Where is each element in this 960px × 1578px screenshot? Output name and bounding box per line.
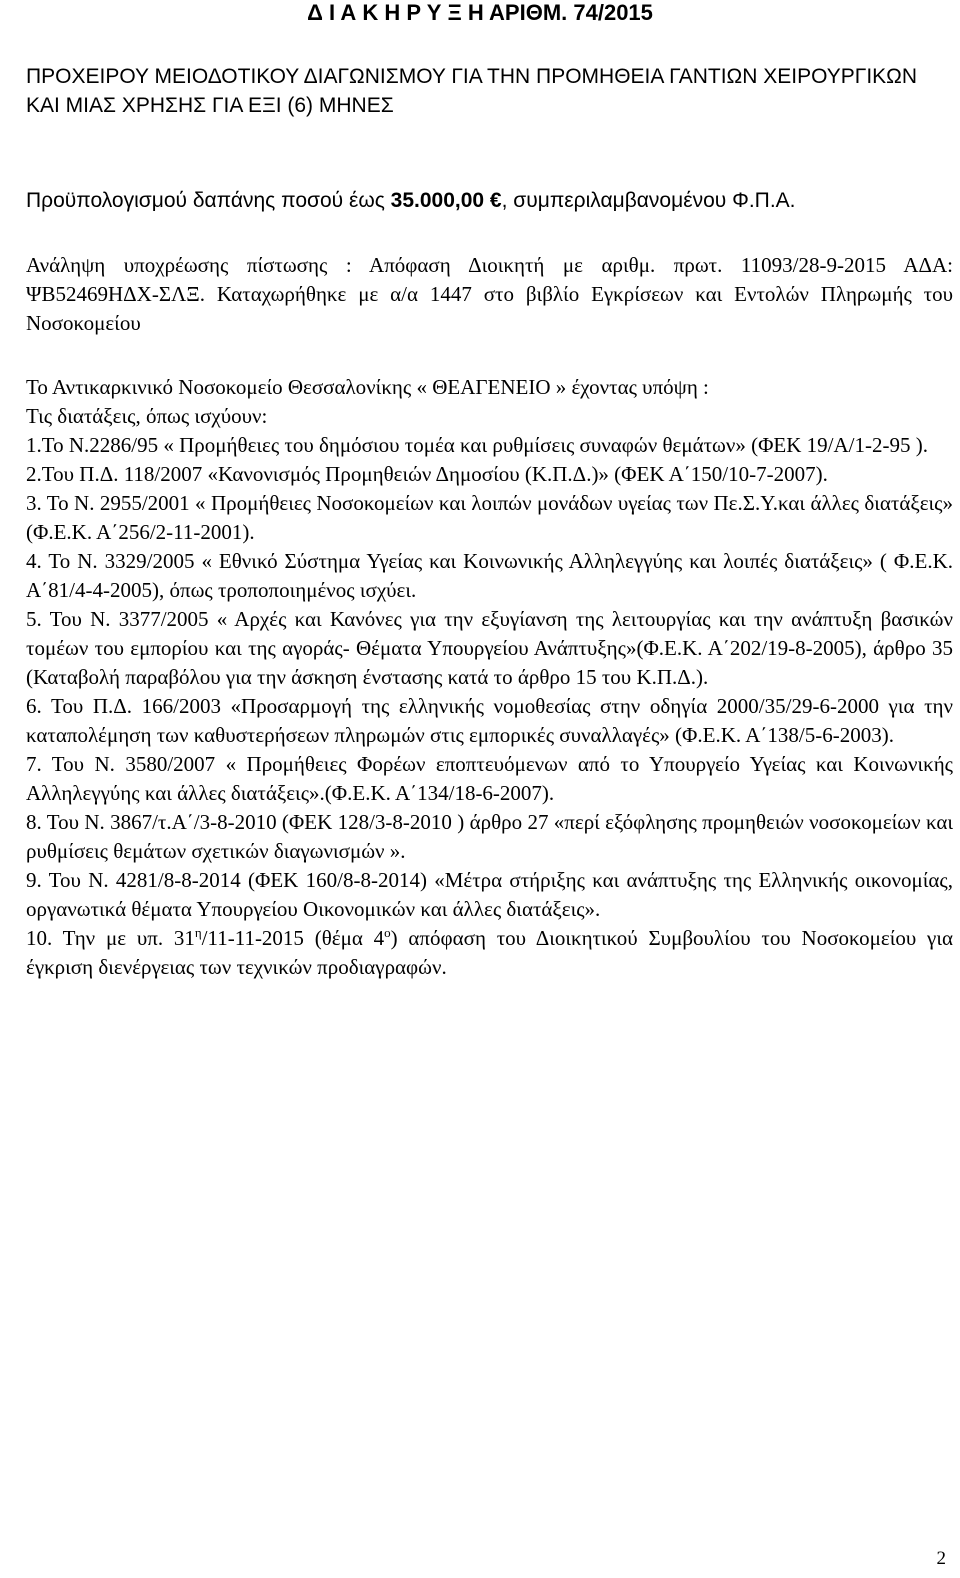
provision-item: 4. Το Ν. 3329/2005 « Εθνικό Σύστημα Υγείας και Κοινωνικής Αλληλεγγύης και λοιπές διατάξεις» ( Φ.Ε.Κ. Α΄81/4-4-2005), όπως τροποποιημένος ισχύει. (26, 549, 953, 602)
provisions-section (26, 373, 953, 982)
provision-item: 3. Το Ν. 2955/2001 « Προμήθειες Νοσοκομείων και λοιπών μονάδων υγείας των Πε.Σ.Υ.και άλλες διατάξεις» (Φ.Ε.Κ. Α΄256/2-11-2001). (26, 491, 953, 544)
intro-line: Το Αντικαρκινικό Νοσοκομείο Θεσσαλονίκης « ΘΕΑΓΕΝΕΙΟ » έχοντας υπόψη : (26, 375, 709, 399)
budget-suffix: , συμπεριλαμβανομένου Φ.Π.Α. (501, 189, 796, 212)
provision-item: 8. Του Ν. 3867/τ.Α΄/3-8-2010 (ΦΕΚ 128/3-8-2010 ) άρθρο 27 «περί εξόφλησης προμηθειών νοσοκομείων και ρυθμίσεις θεμάτων σχετικών διαγωνισμών ». (26, 810, 953, 863)
provision-item-10: 10. Την με υπ. $31^\eta/11-11-2015$ (θέμα $4^o$) απόφαση του Διοικητικού Συμβουλίου του Νοσοκομείου για έγκριση διενέργειας των τεχνικών προδιαγραφών. (26, 925, 953, 979)
page-title: Δ Ι Α Κ Η Ρ Υ Ξ Η ΑΡΙΘΜ. 74/2015 (307, 0, 653, 25)
budget-prefix: Προϋπολογισμού δαπάνης ποσού έως (26, 189, 391, 212)
provision-item: 5. Του Ν. 3377/2005 « Αρχές και Κανόνες για την εξυγίανση της λειτουργίας και την ανάπτυξη βασικών τομέων του εμπορίου και της αγοράς- Θέματα Υπουργείου Ανάπτυξης»(Φ.Ε.Κ. Α΄202/19-8-2005), άρθρο 35 (Καταβολή παραβόλου για την άσκηση ένστασης κατά το άρθρο 15 του Κ.Π.Δ.). (26, 607, 953, 689)
commitment-paragraph: Ανάληψη υποχρέωσης πίστωσης : Απόφαση Διοικητή με αριθμ. πρωτ. 11093/28-9-2015 ΑΔΑ: ΨΒ52469ΗΔΧ-ΣΛΞ. Καταχωρήθηκε με α/α 1447 στο βιβλίο Εγκρίσεων και Εντολών Πληρωμής του Νοσοκομείου (26, 253, 953, 335)
budget-line (26, 187, 936, 215)
provision-item: 9. Του Ν. 4281/8-8-2014 (ΦΕΚ 160/8-8-2014) «Μέτρα στήριξης και ανάπτυξης της Ελληνικής οικονομίας, οργανωτικά θέματα Υπουργείου Οικονομικών και άλλες διατάξεις». (26, 868, 953, 921)
provisions-heading: Τις διατάξεις, όπως ισχύουν: (26, 404, 268, 428)
provision-item: 7. Του Ν. 3580/2007 « Προμήθειες Φορέων εποπτευόμενων από το Υπουργείο Υγείας και Κοινωνικής Αλληλεγγύης και άλλες διατάξεις».(Φ.Ε.Κ. Α΄134/18-6-2007). (26, 752, 953, 805)
provision-item: 2.Του Π.Δ. 118/2007 «Κανονισμός Προμηθειών Δημοσίου (Κ.Π.Δ.)» (ΦΕΚ Α΄150/10-7-2007). (26, 462, 828, 486)
provision-item: 6. Του Π.Δ. 166/2003 «Προσαρμογή της ελληνικής νομοθεσίας στην οδηγία 2000/35/29-6-2000 για την καταπολέμηση των καθυστερήσεων πληρωμών στις εμπορικές συναλλαγές» (Φ.Ε.Κ. Α΄138/5-6-2003). (26, 694, 953, 747)
page-number: 2 (936, 1548, 946, 1569)
budget-amount: 35.000,00 € (390, 189, 502, 212)
procurement-subject: ΠΡΟΧΕΙΡΟΥ ΜΕΙΟΔΟΤΙΚΟΥ ΔΙΑΓΩΝΙΣΜΟΥ ΓΙΑ ΤΗΝ ΠΡΟΜΗΘΕΙΑ ΓΑΝΤΙΩΝ ΧΕΙΡΟΥΡΓΙΚΩΝ ΚΑΙ ΜΙΑΣ ΧΡΗΣΗΣ ΓΙΑ ΕΞΙ (6) ΜΗΝΕΣ (26, 65, 918, 117)
provision-item: 1.Το Ν.2286/95 « Προμήθειες του δημόσιου τομέα και ρυθμίσεις συναφών θεμάτων» (ΦΕΚ 19/Α/1-2-95 ). (26, 433, 928, 457)
